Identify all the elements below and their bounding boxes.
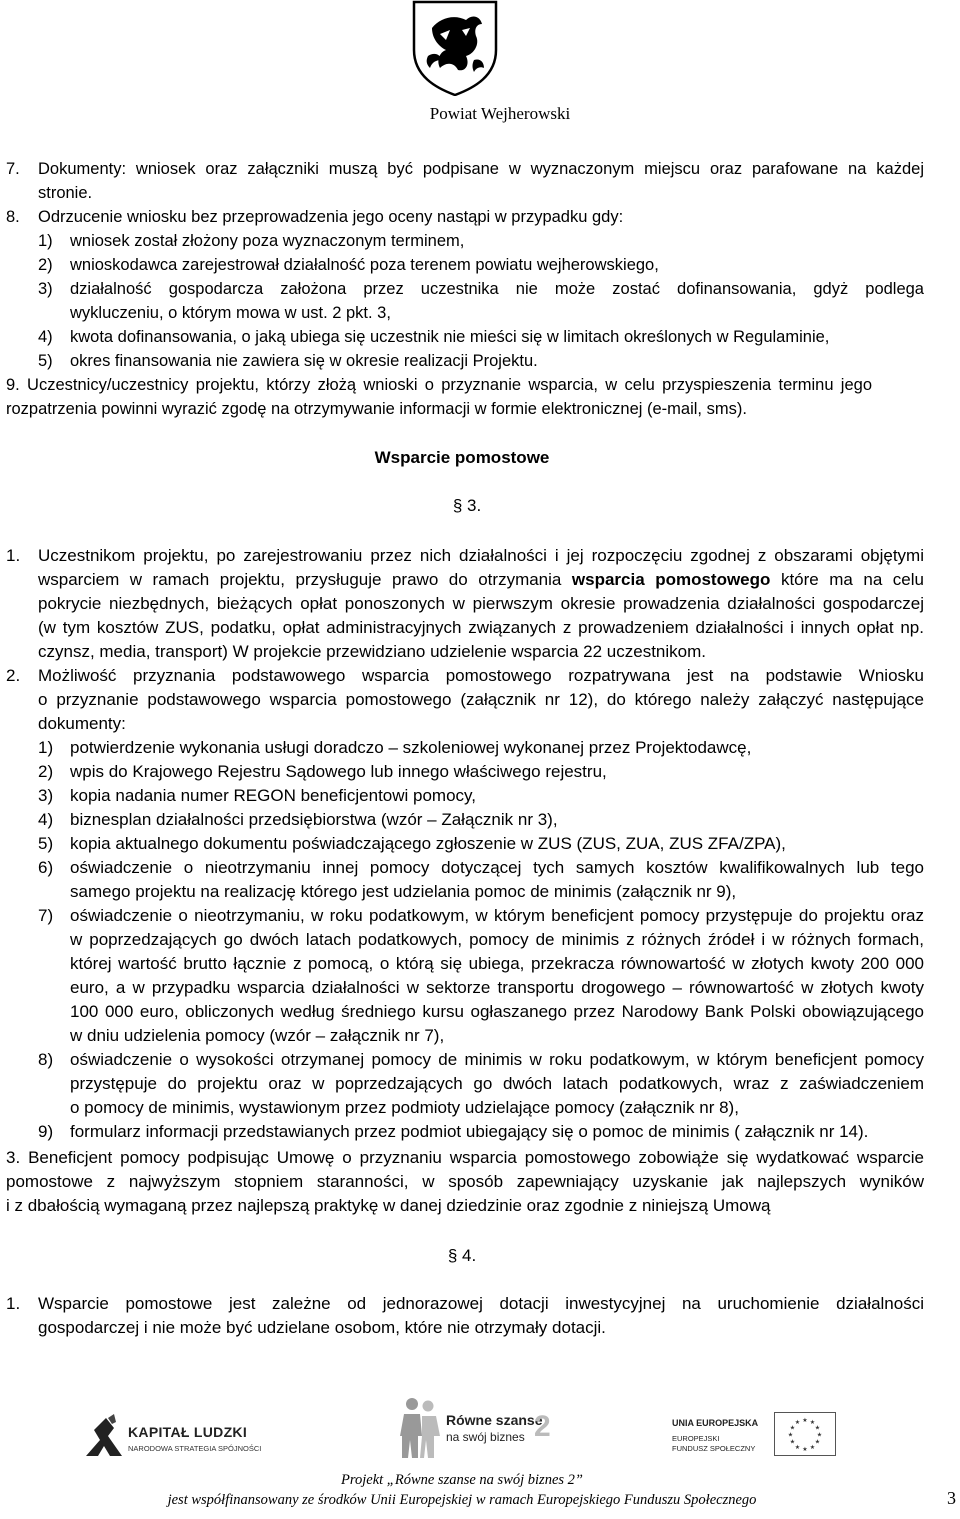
sub-number: 2) [38, 256, 53, 274]
paragraph-3-text: 3. Beneficjent pomocy podpisując Umowę o przyznaniu wsparcia pomostowego zobowiąże się wydatkować wsparcie [6, 1148, 924, 1167]
sub-item-text: samego projektu na realizację którego jest udzielania pomoc de minimis (załącznik nr 9), [70, 882, 737, 901]
page-number: 3 [947, 1488, 956, 1508]
list-number: 8. [6, 208, 20, 226]
eu-efs-logo [672, 1412, 852, 1464]
sub-item-text: kwota dofinansowania, o jaką ubiega się uczestnik nie mieści się w limitach określonych w Regulaminie, [70, 328, 830, 346]
paragraph-text: dokumenty: [38, 714, 126, 733]
emphasis-text: wsparcia pomostowego [571, 570, 771, 589]
sub-item-text: oświadczenie o nieotrzymaniu, w roku podatkowym, w którym beneficjent pomocy przystępuje do projektu oraz [70, 906, 924, 925]
sub-number: 4) [38, 810, 54, 829]
section-3-label: § 3. [452, 496, 482, 515]
sub-item-text: przystępuje do projektu oraz w poprzedzających go dwóch latach podatkowych, wraz z zaświadczeniem [70, 1074, 924, 1093]
sub-item-text: oświadczenie o wysokości otrzymanej pomocy de minimis w roku podatkowym, w którym beneficjent pomocy [70, 1050, 924, 1069]
sub-number: 8) [38, 1050, 54, 1069]
paragraph-text: gospodarczej i nie może być udzielane osobom, które nie otrzymały dotacji. [38, 1318, 606, 1337]
paragraph-text: (w tym kosztów ZUS, podatku, opłat administracyjnych związanych z prowadzeniem działalności i innych opłat np. [38, 618, 924, 637]
sub-number: 4) [38, 328, 53, 346]
svg-text:★: ★ [814, 1424, 821, 1432]
svg-text:★: ★ [809, 1419, 816, 1426]
svg-text:★: ★ [789, 1438, 796, 1446]
paragraph-text: o przyznanie podstawowego wsparcia pomostowego (załącznik nr 12), do którego należy załączyć następujące [38, 690, 924, 709]
paragraph-text: wsparciem w ramach projektu, przysługuje prawo do otrzymania wsparcia pomostowego które ma na celu [38, 570, 924, 589]
kl-subtitle: NARODOWA STRATEGIA SPÓJNOŚCI [128, 1444, 262, 1453]
svg-text:★: ★ [816, 1431, 823, 1439]
sub-number: 5) [38, 352, 53, 370]
sub-number: 6) [38, 858, 54, 877]
rs-title: Równe szanse [446, 1412, 543, 1428]
kapital-ludzki-icon [84, 1414, 124, 1458]
sub-item-text: oświadczenie o nieotrzymaniu innej pomocy dotyczącej tych samych kosztów kwalifikowalnych lub tego [70, 858, 924, 877]
sub-item-text: w poprzedzających go dwóch latach podatkowych, pomocy de minimis z różnych źródeł i w różnych formach, [70, 930, 924, 949]
paragraph-text: czynsz, media, transport) W projekcie przewidziano udzielenie wsparcia 22 uczestnikom. [38, 642, 707, 661]
list-number: 7. [6, 160, 20, 178]
svg-text:★: ★ [802, 1417, 808, 1424]
list-item-text: stronie. [38, 184, 93, 202]
footer-funding-line: jest współfinansowany ze środków Unii Europejskiej w ramach Europejskiego Funduszu Społecznego [167, 1492, 757, 1508]
sub-item-text: potwierdzenie wykonania usługi doradczo – szkoleniowej wykonanej przez Projektodawcę, [70, 738, 752, 757]
sub-item-text: działalność gospodarcza założona przez uczestnika nie może zostać dofinansowania, gdyż podlega [70, 280, 924, 298]
sub-item-text: okres finansowania nie zawiera się w okresie realizacji Projektu. [70, 352, 538, 370]
rs-number: 2 [534, 1410, 551, 1443]
rs-subtitle: na swój biznes [446, 1430, 525, 1444]
sub-item-text: wykluczeniu, o którym mowa w ust. 2 pkt. 3, [70, 304, 391, 322]
sub-item-text: kopia aktualnego dokumentu poświadczającego zgłoszenie w ZUS (ZUS, ZUA, ZUS ZFA/ZPA), [70, 834, 786, 853]
svg-text:★: ★ [794, 1444, 801, 1451]
footer-project-line: Projekt „Równe szanse na swój biznes 2” [341, 1472, 583, 1488]
list-item-text: Odrzucenie wniosku bez przeprowadzenia jego oceny nastąpi w przypadku gdy: [38, 208, 624, 226]
section-4-label: § 4. [447, 1246, 477, 1265]
kapital-ludzki-logo [84, 1414, 284, 1460]
sub-number: 2) [38, 762, 54, 781]
list-item-text: Dokumenty: wniosek oraz załączniki muszą być podpisane w wyznaczonym miejscu oraz parafowane na każdej [38, 160, 924, 178]
svg-text:★: ★ [789, 1424, 796, 1432]
eu-flag-icon [774, 1412, 836, 1456]
eu-subtitle-1: EUROPEJSKI [672, 1434, 720, 1443]
sub-item-text: o pomocy de minimis, wystawionym przez podmioty udzielające pomocy (załącznik nr 8), [70, 1098, 739, 1117]
sub-number: 5) [38, 834, 54, 853]
sub-item-text: w dniu udzielenia pomocy (wzór – załącznik nr 7), [70, 1026, 445, 1045]
item-9-text: rozpatrzenia powinni wyrazić zgodę na otrzymywanie informacji w formie elektronicznej (e-mail, sms). [6, 400, 747, 418]
item-9-text: 9. Uczestnicy/uczestnicy projektu, którzy złożą wnioski o przyznanie wsparcia, w celu przyspieszenia terminu jego [6, 376, 872, 394]
paragraph-text: Wsparcie pomostowe jest zależne od jednorazowej dotacji inwestycyjnej na uruchomienie działalności [38, 1294, 924, 1313]
paragraph-text: pokrycie niezbędnych, bieżących opłat ponoszonych w pierwszym okresie prowadzenia działalności gospodarczej [38, 594, 924, 613]
paragraph-number: 2. [6, 666, 21, 685]
sub-item-text: której wartość brutto łącznie z pomocą, o którą się ubiega, przekracza równowartość w złotych kwoty 200 000 [70, 954, 924, 973]
sub-number: 7) [38, 906, 54, 925]
svg-text:★: ★ [802, 1446, 808, 1453]
coat-of-arms-icon [410, 0, 500, 96]
sub-number: 3) [38, 280, 53, 298]
header-county-name: Powiat Wejherowski [429, 104, 571, 123]
sub-number: 1) [38, 232, 53, 250]
sub-item-text: wniosek został złożony poza wyznaczonym terminem, [70, 232, 465, 250]
svg-text:★: ★ [809, 1444, 816, 1451]
sub-number: 1) [38, 738, 54, 757]
eu-subtitle-2: FUNDUSZ SPOŁECZNY [672, 1444, 756, 1453]
svg-text:★: ★ [787, 1431, 794, 1439]
paragraph-text: Uczestnikom projektu, po zarejestrowaniu przez nich działalności i jej rozpoczęciu zgodnej z obszarami objętymi [38, 546, 924, 565]
sub-item-text: wnioskodawca zarejestrował działalność poza terenem powiatu wejherowskiego, [70, 256, 659, 274]
rowne-szanse-logo [398, 1396, 558, 1460]
paragraph-number: 1. [6, 546, 21, 565]
people-icon [398, 1396, 442, 1460]
sub-item-text: formularz informacji przedstawianych przez podmiot ubiegający się o pomoc de minimis ( załącznik nr 14). [70, 1122, 869, 1141]
sub-item-text: kopia nadania numer REGON beneficjentowi pomocy, [70, 786, 477, 805]
sub-item-text: 100 000 euro, obliczonych według średniego kursu ogłaszanego przez Narodowy Bank Polski obowiązującego [70, 1002, 924, 1021]
sub-number: 9) [38, 1122, 54, 1141]
eu-title: UNIA EUROPEJSKA [672, 1418, 759, 1428]
section-title: Wsparcie pomostowe [374, 448, 550, 467]
paragraph-3-text: pomostowe z najwyższym stopniem staranności, w sposób zapewniający uzyskanie jak najlepszych wyników [6, 1172, 924, 1191]
sub-item-text: biznesplan działalności przedsiębiorstwa (wzór – Załącznik nr 3), [70, 810, 558, 829]
svg-text:★: ★ [794, 1419, 801, 1426]
sub-item-text: euro, a w przypadku wsparcia działalności w sektorze transportu drogowego – równowartość w złotych kwoty [70, 978, 924, 997]
paragraph-3-text: i z dbałością wymaganą przez najlepszą praktykę w danej dziedzinie oraz zgodnie z niniejszą Umową [6, 1196, 771, 1215]
sub-item-text: wpis do Krajowego Rejestru Sądowego lub innego właściwego rejestru, [70, 762, 607, 781]
sub-number: 3) [38, 786, 54, 805]
paragraph-text: Możliwość przyznania podstawowego wsparcia pomostowego rozpatrywana jest na podstawie Wniosku [38, 666, 924, 685]
svg-text:★: ★ [814, 1438, 821, 1446]
kl-title: KAPITAŁ LUDZKI [128, 1424, 248, 1440]
paragraph-number: 1. [6, 1294, 21, 1313]
